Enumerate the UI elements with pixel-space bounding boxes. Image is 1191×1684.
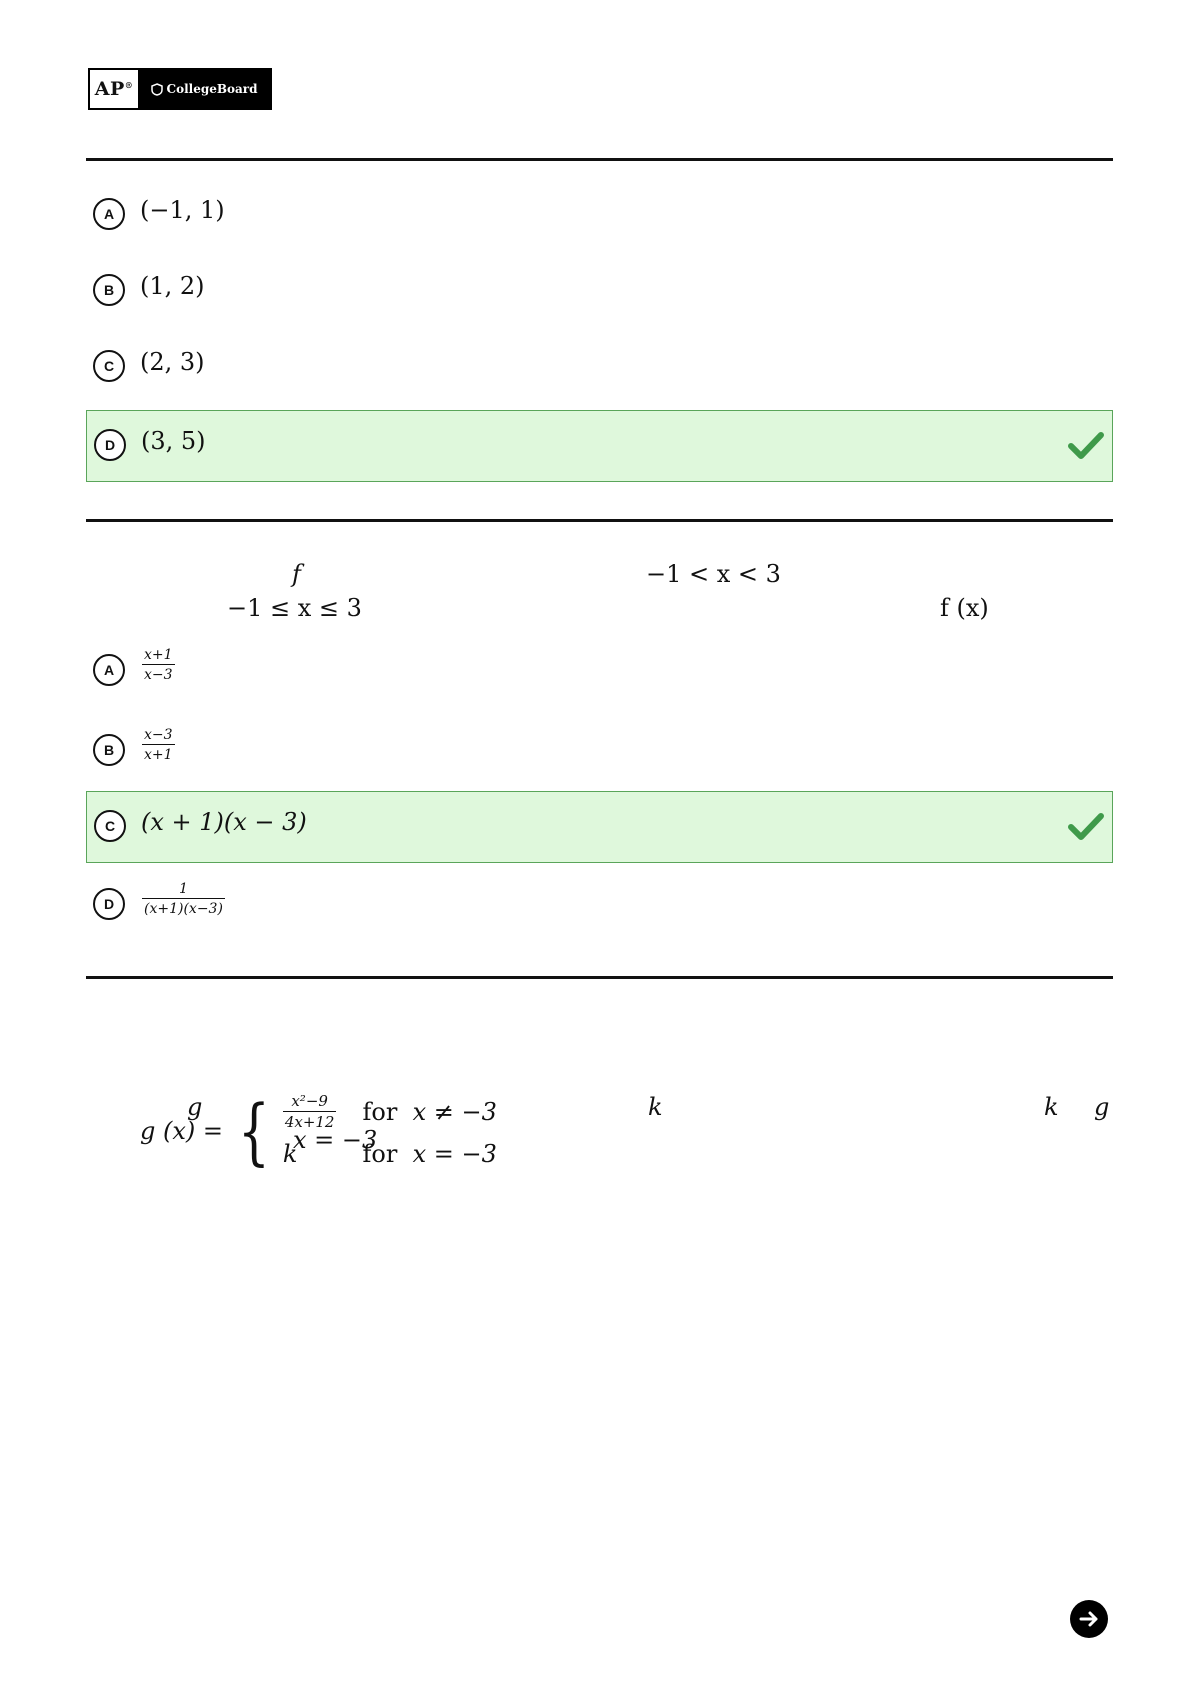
option-letter-badge: C xyxy=(94,810,126,842)
numerator: 1 xyxy=(179,881,188,897)
q2-option-c-correct[interactable] xyxy=(86,791,1113,863)
acorn-icon xyxy=(151,83,163,96)
case1-fraction xyxy=(283,1094,337,1130)
numerator: x+1 xyxy=(144,647,173,663)
case2-value: k xyxy=(282,1140,298,1168)
for-word: for xyxy=(362,1140,398,1168)
option-fraction xyxy=(142,648,175,682)
college-board-wordmark xyxy=(138,70,270,108)
left-brace: { xyxy=(237,1089,270,1173)
numerator: x²−9 xyxy=(291,1092,328,1110)
denominator: 4x+12 xyxy=(284,1113,335,1131)
case2-condition xyxy=(362,1140,496,1168)
registered-mark: ® xyxy=(124,80,134,90)
college-board-logo xyxy=(88,68,272,110)
q2-option-b[interactable] xyxy=(86,712,1113,790)
option-letter-badge: D xyxy=(93,888,125,920)
next-page-button[interactable] xyxy=(1070,1600,1108,1638)
option-letter-badge: A xyxy=(93,198,125,230)
stem-fragment-k: k xyxy=(648,1093,663,1121)
case1-condition xyxy=(362,1098,496,1126)
stem-fragment-f: f xyxy=(292,560,301,588)
option-letter-badge: B xyxy=(93,274,125,306)
function-lhs: g (x) = xyxy=(140,1117,223,1145)
stem-fragment-closed-interval: −1 ≤ x ≤ 3 xyxy=(227,594,362,622)
q1-option-b[interactable] xyxy=(86,252,1113,330)
fraction xyxy=(142,648,175,682)
q1-option-c[interactable] xyxy=(86,328,1113,406)
fraction xyxy=(142,728,175,762)
option-fraction xyxy=(142,728,175,762)
denominator: x+1 xyxy=(142,744,175,762)
check-icon xyxy=(1068,429,1104,463)
brand-name: CollegeBoard xyxy=(166,82,258,96)
option-letter-badge: A xyxy=(93,654,125,686)
condition: x = −3 xyxy=(412,1140,497,1168)
q1-option-d-correct[interactable] xyxy=(86,410,1113,482)
q2-option-a[interactable] xyxy=(86,632,1113,710)
q2-option-d[interactable] xyxy=(86,866,1113,944)
option-text: (1, 2) xyxy=(140,272,205,300)
stem-fragment-open-interval: −1 < x < 3 xyxy=(646,560,781,588)
ap-text: AP xyxy=(94,78,125,100)
ap-logo xyxy=(90,70,138,108)
option-text: (x + 1)(x − 3) xyxy=(141,808,307,836)
option-letter-badge: B xyxy=(93,734,125,766)
for-word: for xyxy=(362,1098,398,1126)
numerator: x−3 xyxy=(144,727,173,743)
stem-fragment-k: k xyxy=(1044,1093,1059,1121)
divider xyxy=(86,519,1113,522)
fraction xyxy=(142,882,225,916)
divider xyxy=(86,976,1113,979)
option-fraction xyxy=(142,882,225,916)
stem-fragment-x-value: x = −3 xyxy=(293,1126,378,1154)
option-text: (−1, 1) xyxy=(140,196,225,224)
option-text: (2, 3) xyxy=(140,348,205,376)
stem-fragment-g: g xyxy=(1094,1093,1110,1121)
check-icon xyxy=(1068,810,1104,844)
condition: x ≠ −3 xyxy=(412,1098,497,1126)
option-letter-badge: C xyxy=(93,350,125,382)
stem-fragment-fx: f (x) xyxy=(940,594,989,622)
stem-fragment-g: g xyxy=(187,1093,203,1121)
option-letter-badge: D xyxy=(94,429,126,461)
denominator: x−3 xyxy=(142,664,175,682)
denominator: (x+1)(x−3) xyxy=(142,898,225,916)
option-text: (3, 5) xyxy=(141,427,206,455)
divider xyxy=(86,158,1113,161)
arrow-right-icon xyxy=(1077,1607,1101,1631)
q1-option-a[interactable] xyxy=(86,176,1113,254)
